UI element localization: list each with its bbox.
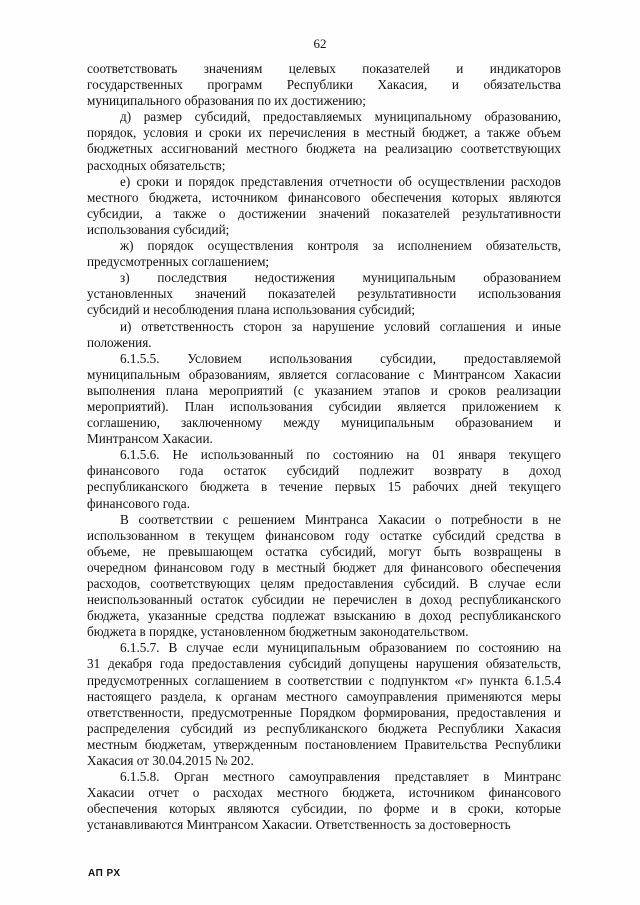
- text-line: положения.: [87, 334, 152, 350]
- text-line: использования субсидий;: [87, 221, 230, 237]
- text-line: д) размер субсидий, предоставляемых муниципальному образованию,: [120, 109, 561, 125]
- paragraph: [87, 351, 561, 448]
- text-line: распределения субсидий из республиканского бюджета Республики Хакасия: [87, 720, 561, 736]
- text-line: мероприятий). План использования субсидии является приложением к: [87, 398, 561, 414]
- text-line: государственных программ Республики Хакасия, и обязательства: [87, 77, 561, 93]
- text-line: использованном в текущем финансовом году остатке субсидий средства в: [87, 527, 561, 543]
- text-line: Хакасия от 30.04.2015 № 202.: [87, 753, 254, 769]
- paragraph: [87, 769, 561, 833]
- paragraph: [87, 640, 561, 769]
- text-line: 6.1.5.8. Орган местного самоуправления представляет в Минтранс: [120, 769, 561, 785]
- text-line: и) ответственность сторон за нарушение условий соглашения и иные: [120, 318, 561, 334]
- paragraph: [87, 319, 561, 351]
- text-line: настоящего раздела, к органам местного самоуправления применяются меры: [87, 688, 561, 704]
- text-line: предусмотренных соглашением в соответствии с подпунктом «г» пункта 6.1.5.4: [87, 672, 561, 688]
- text-line: бюджета в порядке, установленном бюджетным законодательством.: [87, 624, 469, 640]
- text-line: 6.1.5.7. В случае если муниципальным образованием по состоянию на: [120, 640, 561, 656]
- text-line: соглашению, заключенному между муниципальным образованием и: [87, 415, 561, 431]
- text-line: 6.1.5.5. Условием использования субсидии, предоставляемой: [120, 350, 561, 366]
- footer-mark: АП РХ: [88, 868, 121, 879]
- text-line: республиканского бюджета в течение первых 15 рабочих дней текущего: [87, 479, 561, 495]
- text-line: объеме, не превышающем остатка субсидий, могут быть возвращены в: [87, 543, 561, 559]
- text-line: субсидии, а также о достижении значений показателей результативности: [87, 205, 561, 221]
- text-line: местным бюджетам, утвержденным постановлением Правительства Республики: [87, 736, 561, 752]
- text-line: местного бюджета, источником финансового обеспечения которых являются: [87, 189, 561, 205]
- text-line: муниципального образования по их достижению;: [87, 93, 366, 109]
- text-line: устанавливаются Минтрансом Хакасии. Ответственность за достоверность: [87, 817, 511, 833]
- text-line: финансового года остаток субсидий подлежит возврату в доход: [87, 463, 561, 479]
- text-line: Минтрансом Хакасии.: [87, 431, 213, 447]
- text-line: неиспользованный остаток субсидии не перечислен в доход республиканского: [87, 592, 561, 608]
- paragraph: [87, 174, 561, 238]
- document-body: [87, 61, 561, 834]
- text-line: бюджетных ассигнований местного бюджета на реализацию соответствующих: [87, 141, 561, 157]
- paragraph: [87, 447, 561, 511]
- paragraph: [87, 512, 561, 641]
- text-line: з) последствия недостижения муниципальным образованием: [120, 270, 561, 286]
- paragraph: [87, 238, 561, 270]
- text-line: расходов, соответствующих целям предоставления субсидий. В случае если: [87, 576, 561, 591]
- text-line: выполнения плана мероприятий (с указанием этапов и сроков реализации: [87, 382, 561, 398]
- paragraph: [87, 270, 561, 318]
- text-line: Хакасии отчет о расходах местного бюджета, источником финансового: [87, 785, 561, 801]
- page-number: 62: [313, 36, 327, 51]
- text-line: ж) порядок осуществления контроля за исполнением обязательств,: [120, 238, 561, 254]
- text-line: 6.1.5.6. Не использованный по состоянию на 01 января текущего: [120, 447, 561, 463]
- text-line: е) сроки и порядок представления отчетности об осуществлении расходов: [120, 173, 561, 189]
- text-line: муниципальным образованиям, является согласование с Минтрансом Хакасии: [87, 366, 561, 382]
- text-line: расходных обязательств;: [87, 157, 226, 173]
- text-line: финансового года.: [87, 495, 190, 511]
- text-line: субсидий и несоблюдения плана использования субсидий;: [87, 302, 416, 318]
- text-line: бюджета, указанные средства подлежат взысканию в доход республиканского: [87, 608, 561, 624]
- paragraph: [87, 61, 561, 109]
- text-line: соответствовать значениям целевых показателей и индикаторов: [87, 61, 561, 76]
- paragraph: [87, 109, 561, 173]
- text-line: установленных значений показателей результативности использования: [87, 286, 561, 302]
- text-line: В соответствии с решением Минтранса Хакасии о потребности в не: [120, 511, 561, 527]
- text-line: очередном финансовом году в местный бюджет для финансового обеспечения: [87, 559, 561, 575]
- text-line: ответственности, предусмотренные Порядком формирования, предоставления и: [87, 704, 561, 720]
- text-line: порядок, условия и сроки их перечисления в местный бюджет, а также объем: [87, 125, 561, 141]
- text-line: 31 декабря года предоставления субсидий допущены нарушения обязательств,: [87, 656, 561, 672]
- text-line: предусмотренных соглашением;: [87, 254, 270, 270]
- text-line: обеспечения которых являются субсидии, по форме и в сроки, которые: [87, 801, 561, 817]
